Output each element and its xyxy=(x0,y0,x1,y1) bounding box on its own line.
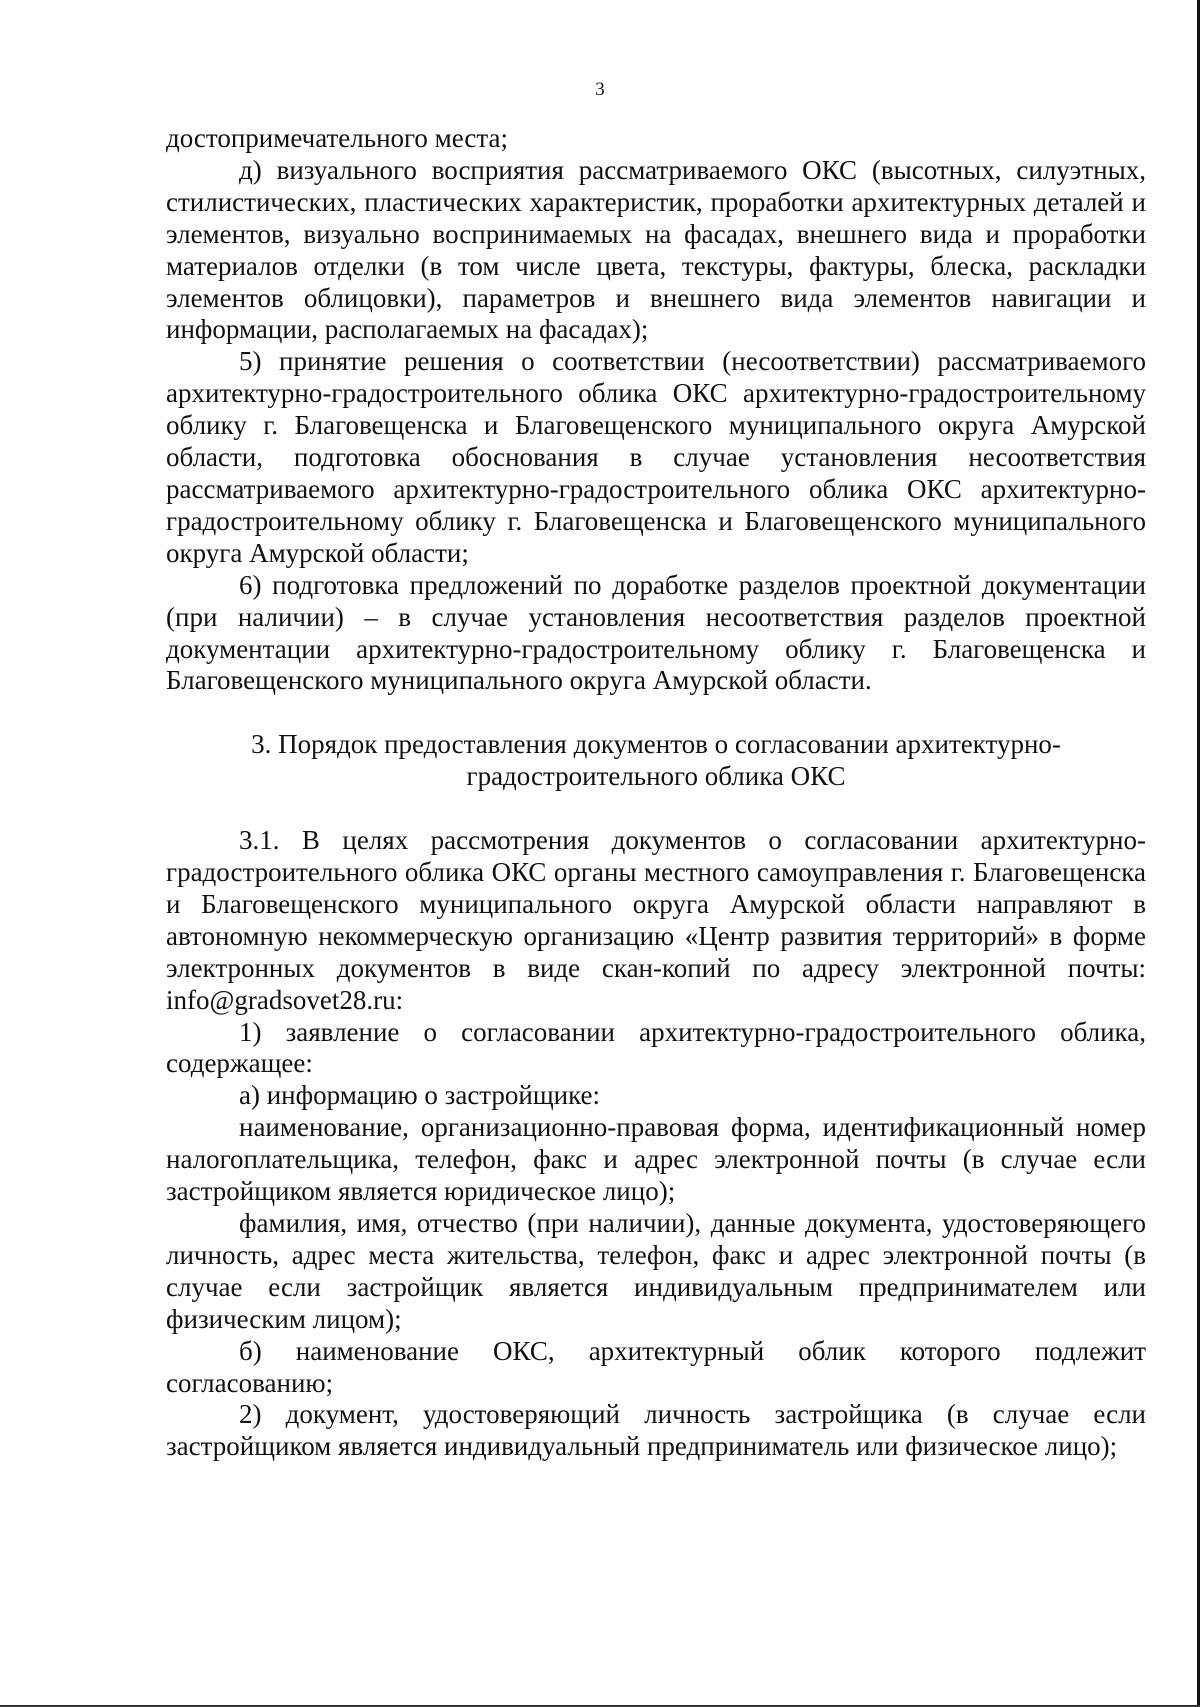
paragraph-continuation: достопримечательного места; xyxy=(166,123,509,153)
paragraphs-after-heading xyxy=(166,825,1146,1463)
paragraph-item-5: 5) принятие решения о соответствии (несоответствии) рассматриваемого архитектурно-градостроительного облика ОКС архитектурно-градостроительному облику г. Благовещенска и Благовещенского муниципального округа Амурской области, подготовка обоснования в случае установления несоответствия рассматриваемого архитектурно-градостроительного облика ОКС архитектурно-градостроительному облику г. Благовещенска и Благовещенского муниципального округа Амурской области; xyxy=(166,346,1146,568)
paragraph-item-2: 2) документ, удостоверяющий личность застройщика (в случае если застройщиком является индивидуальный предприниматель или физическое лицо); xyxy=(166,1399,1146,1462)
paragraph-legal-entity: наименование, организационно-правовая форма, идентификационный номер налогоплательщика, телефон, факс и адрес электронной почты (в случае если застройщиком является юридическое лицо); xyxy=(166,1112,1146,1207)
section-heading xyxy=(166,729,1146,793)
paragraph-item-d: д) визуального восприятия рассматриваемого ОКС (высотных, силуэтных, стилистических, пластических характеристик, проработки архитектурных деталей и элементов, визуально воспринимаемых на фасадах, внешнего вида и проработки материалов отделки (в том числе цвета, текстуры, фактуры, блеска, раскладки элементов облицовки), параметров и внешнего вида элементов навигации и информации, располагаемых на фасадах); xyxy=(166,154,1146,345)
page-number: 3 xyxy=(595,79,605,100)
paragraph-item-b: б) наименование ОКС, архитектурный облик которого подлежит согласованию; xyxy=(166,1335,1146,1398)
paragraph-3-1: 3.1. В целях рассмотрения документов о согласовании архитектурно-градостроительного облика ОКС органы местного самоуправления г. Благовещенска и Благовещенского муниципального округа Амурской области направляют в автономную некоммерческую организацию «Центр развития территорий» в форме электронных документов в виде скан-копий по адресу электронной почты: info@gradsovet28.ru: xyxy=(166,825,1146,1015)
section-heading-line-2: градостроительного облика ОКС xyxy=(466,761,846,792)
section-heading-line-1: 3. Порядок предоставления документов о согласовании архитектурно- xyxy=(251,729,1061,760)
paragraphs-before-heading xyxy=(166,123,1146,697)
document-body xyxy=(166,123,1146,1463)
paragraph-individual: фамилия, имя, отчество (при наличии), данные документа, удостоверяющего личность, адрес места жительства, телефон, факс и адрес электронной почты (в случае если застройщик является индивидуальным предпринимателем или физическим лицом); xyxy=(166,1208,1146,1334)
paragraph-item-a: а) информацию о застройщике: xyxy=(239,1080,601,1111)
paragraph-item-1: 1) заявление о согласовании архитектурно-градостроительного облика, содержащее: xyxy=(166,1016,1146,1079)
paragraph-item-6: 6) подготовка предложений по доработке разделов проектной документации (при наличии) – в случае установления несоответствия разделов проектной документации архитектурно-градостроительному облику г. Благовещенска и Благовещенского муниципального округа Амурской области. xyxy=(166,569,1146,696)
